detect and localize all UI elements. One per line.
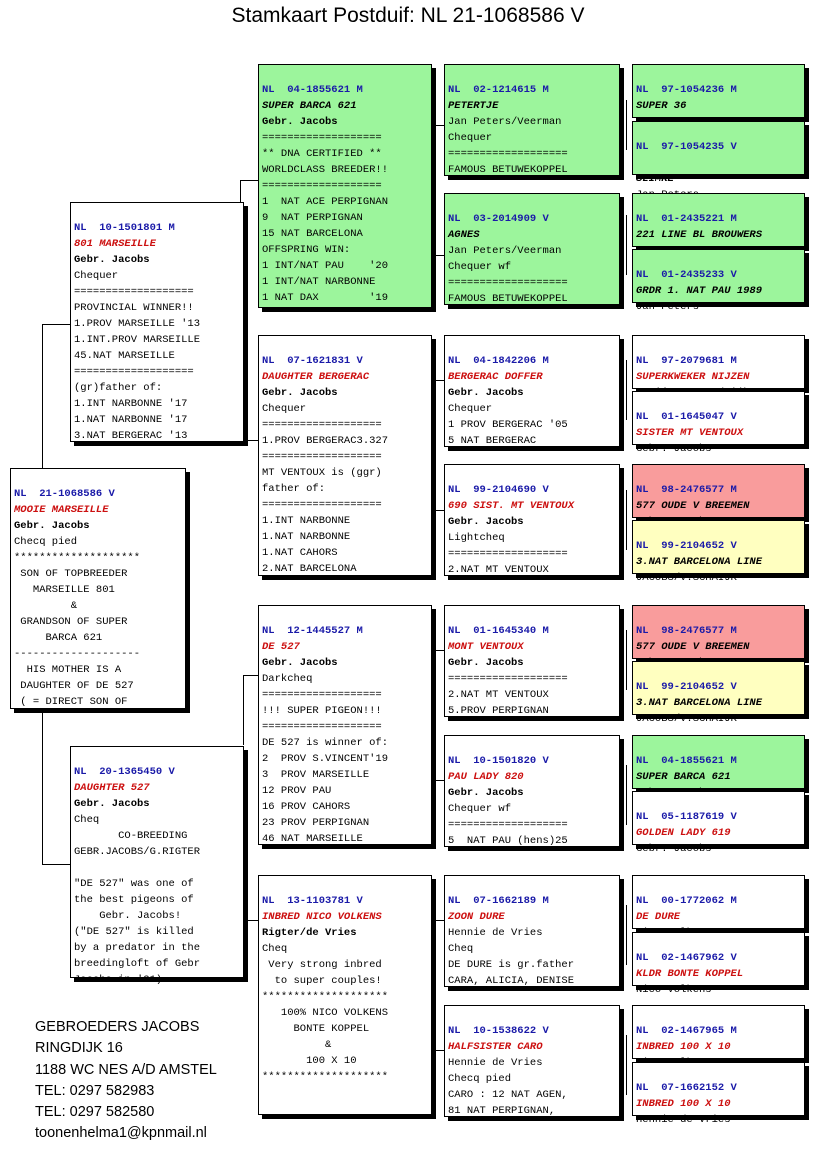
connector-line: [243, 675, 244, 745]
pigeon-name: 577 OUDE V BREEMEN: [636, 500, 750, 512]
pigeon-card-g5-12: [632, 791, 805, 855]
connector-line: [626, 1035, 627, 1095]
pigeon-notes: DE DURE is gr.father CARA, ALICIA, DENISE: [448, 959, 575, 987]
ring-number: NL 20-1365450 V: [74, 766, 175, 778]
connector-line: [432, 125, 444, 126]
pigeon-card-g5-11: [632, 735, 805, 789]
pigeon-notes: Very strong inbred to super couples! ******************** 100% NICO VOLKENS BONTE KOPPEL & 100 X 10 ********************: [262, 959, 389, 1083]
pigeon-card-mm: [258, 875, 432, 1115]
address-line: toonenhelma1@kpnmail.nl: [35, 1125, 207, 1142]
ring-number: NL 98-2476577 M: [636, 625, 737, 637]
ring-number: NL 10-1538622 V: [448, 1025, 549, 1037]
pigeon-card-g5-2: [632, 121, 805, 185]
pigeon-name: SLIMKE: [636, 173, 674, 185]
connector-line: [42, 864, 70, 865]
pigeon-notes: =================== 1.PROV BERGERAC3.327 =================== MT VENTOUX is (ggr) father of: =================== 1.INT NARBONNE 1.NAT NARBONNE 1.NAT CAHORS 2.NAT BARCELONA: [262, 419, 389, 575]
pigeon-name: DAUGHTER BERGERAC: [262, 371, 370, 383]
pigeon-card-father: [70, 202, 244, 442]
pigeon-owner: Gebr. Jacobs: [74, 798, 150, 810]
address-line: TEL: 0297 582983: [35, 1082, 155, 1099]
pigeon-card-g5-10: [632, 661, 805, 725]
pigeon-name: SUPER BARCA 621: [262, 100, 357, 112]
connector-line: [432, 1050, 444, 1051]
pigeon-owner: Gebr. Jacobs: [448, 387, 524, 399]
connector-line: [432, 125, 433, 255]
ring-number: NL 04-1855621 M: [262, 84, 363, 96]
ring-number: NL 00-1772062 M: [636, 895, 737, 907]
connector-line: [432, 650, 433, 780]
pigeon-card-ff: [258, 64, 432, 308]
connector-line: [626, 905, 627, 965]
pigeon-name: 221 LINE BL BROUWERS: [636, 229, 763, 241]
pigeon-name: 3.NAT BARCELONA LINE: [636, 556, 763, 568]
pigeon-name: KLDR BONTE KOPPEL: [636, 968, 744, 980]
connector-line: [243, 920, 258, 921]
pigeon-color: Cheq: [448, 943, 474, 955]
pigeon-card-g5-4: [632, 249, 805, 313]
pigeon-notes: =================== PROVINCIAL WINNER!! 1.PROV MARSEILLE '13 1.INT.PROV MARSEILLE 45.NAT MARSEILLE =================== (gr)father of: 1.INT NARBONNE '17 1.NAT NARBONNE '17 3.NAT BERGERAC '13: [74, 286, 201, 442]
pigeon-name: INBRED NICO VOLKENS: [262, 911, 382, 923]
pigeon-color: Chequer: [448, 403, 493, 415]
pigeon-color: Chequer wf: [448, 261, 512, 273]
pigeon-card-g5-7: [632, 464, 805, 518]
ring-number: NL 99-2104652 V: [636, 681, 737, 693]
pigeon-card-g5-3: [632, 193, 805, 247]
pigeon-card-g5-14: [632, 932, 805, 996]
pigeon-color: Checq pied: [14, 536, 78, 548]
pigeon-name: PAU LADY 820: [448, 771, 524, 783]
pigeon-card-g5-6: [632, 391, 805, 455]
pigeon-notes: =================== 5 NAT PAU (hens)25: [448, 819, 568, 847]
ring-number: NL 97-2079681 M: [636, 355, 737, 367]
ring-number: NL 01-2435233 V: [636, 269, 737, 281]
pigeon-owner: Gebr. Jacobs: [448, 516, 524, 528]
connector-line: [626, 765, 627, 825]
pigeon-name: PETERTJE: [448, 100, 499, 112]
pigeon-color: Chequer: [262, 403, 307, 415]
ring-number: NL 97-1054236 M: [636, 84, 737, 96]
ring-number: NL 10-1501801 M: [74, 222, 175, 234]
pigeon-name: MONT VENTOUX: [448, 641, 524, 653]
connector-line: [626, 630, 627, 690]
pigeon-name: MOOIE MARSEILLE: [14, 504, 109, 516]
pigeon-name: DE 527: [262, 641, 300, 653]
pigeon-owner: Nico Volkens: [636, 984, 712, 996]
pigeon-notes: ******************** SON OF TOPBREEDER MARSEILLE 801 & GRANDSON OF SUPER BARCA 621 -------------------- HIS MOTHER IS A DAUGHTER OF DE 527 ( = DIRECT SON OF: [14, 552, 141, 708]
pigeon-name: 801 MARSEILLE: [74, 238, 156, 250]
pigeon-card-subject: [10, 468, 186, 709]
pigeon-notes: =================== !!! SUPER PIGEON!!! =================== DE 527 is winner of: 2 PROV S.VINCENT'19 3 PROV MARSEILLE 12 PROV PAU 16 PROV CAHORS 23 PROV PERPIGNAN 46 NAT MARSEILLE: [262, 689, 389, 845]
pigeon-name: 690 SIST. MT VENTOUX: [448, 500, 575, 512]
pigeon-card-g5-15: [632, 1005, 805, 1059]
pigeon-name: DE DURE: [636, 911, 681, 923]
pigeon-card-g5-5: [632, 335, 805, 389]
connector-line: [626, 360, 627, 420]
pigeon-card-mfm: [444, 735, 620, 847]
pigeon-color: Cheq: [74, 814, 100, 826]
connector-line: [432, 920, 433, 1050]
ring-number: NL 12-1445527 M: [262, 625, 363, 637]
pigeon-owner: Hennie de Vries: [448, 927, 543, 939]
pigeon-owner: Jan Peters/Veerman: [448, 116, 562, 128]
pigeon-owner: Gebr. Jacobs: [448, 657, 524, 669]
pigeon-owner: Jan Peters/Veerman: [448, 245, 562, 257]
pigeon-card-fm: [258, 335, 432, 576]
pigeon-name: 3.NAT BARCELONA LINE: [636, 697, 763, 709]
ring-number: NL 01-2435221 M: [636, 213, 737, 225]
ring-number: NL 02-1467965 M: [636, 1025, 737, 1037]
connector-line: [626, 215, 627, 275]
pigeon-name: SUPER 36: [636, 100, 687, 112]
pigeon-card-g5-16: [632, 1062, 805, 1126]
pigeon-card-g5-1: [632, 64, 805, 118]
pigeon-name: SUPER BARCA 621: [636, 771, 731, 783]
connector-line: [626, 100, 627, 150]
connector-line: [432, 255, 444, 256]
pigeon-notes: =================== 2.NAT MT VENTOUX 5.PROV PERPIGNAN: [448, 673, 568, 717]
ring-number: NL 01-1645340 M: [448, 625, 549, 637]
connector-line: [432, 650, 444, 651]
pigeon-color: Lightcheq: [448, 532, 505, 544]
breeder-address: [35, 1017, 217, 1145]
pigeon-color: Checq pied: [448, 1073, 512, 1085]
pigeon-name: INBRED 100 X 10: [636, 1098, 731, 1110]
pigeon-owner: Gebr. Jacobs: [74, 254, 150, 266]
pigeon-color: Chequer: [448, 132, 493, 144]
pigeon-card-mf: [258, 605, 432, 845]
pigeon-card-g5-8: [632, 520, 805, 584]
connector-line: [432, 780, 444, 781]
page-title: Stamkaart Postduif: NL 21-1068586 V: [231, 4, 585, 27]
pigeon-card-ffm: [444, 193, 620, 305]
pigeon-owner: JACOBS/V.SCHAIJK: [636, 572, 737, 584]
ring-number: NL 99-2104652 V: [636, 540, 737, 552]
address-line: GEBROEDERS JACOBS: [35, 1019, 200, 1035]
pigeon-owner: Gebr. Jacobs: [636, 843, 712, 855]
pigeon-owner: Rigter/de Vries: [262, 927, 357, 939]
connector-line: [246, 440, 258, 441]
pigeon-color: Cheq: [262, 943, 288, 955]
pigeon-card-mmf: [444, 875, 620, 987]
pigeon-name: AGNES: [448, 229, 480, 241]
ring-number: NL 05-1187619 V: [636, 811, 737, 823]
pigeon-owner: Gebr. Jacobs: [636, 443, 712, 455]
ring-number: NL 03-2014909 V: [448, 213, 549, 225]
pigeon-owner: Jan Peters: [636, 301, 700, 313]
pigeon-owner: Gebr. Jacobs: [262, 116, 338, 128]
connector-line: [432, 510, 444, 511]
pigeon-card-fmf: [444, 335, 620, 447]
pigeon-owner: Gebr. Jacobs: [14, 520, 90, 532]
pigeon-card-g5-13: [632, 875, 805, 929]
pigeon-card-fff: [444, 64, 620, 176]
pigeon-name: GRDR 1. NAT PAU 1989: [636, 285, 763, 297]
connector-line: [42, 324, 43, 469]
pigeon-card-mmm: [444, 1005, 620, 1117]
pigeon-name: 577 OUDE V BREEMEN: [636, 641, 750, 653]
ring-number: NL 21-1068586 V: [14, 488, 115, 500]
pigeon-card-mff: [444, 605, 620, 717]
pigeon-owner: JACOBS/V.SCHAIJK: [636, 713, 737, 725]
pigeon-color: Chequer wf: [448, 803, 512, 815]
connector-line: [432, 380, 444, 381]
pigeon-card-mother: [70, 746, 244, 986]
ring-number: NL 13-1103781 V: [262, 895, 363, 907]
address-line: TEL: 0297 582580: [35, 1104, 155, 1121]
connector-line: [42, 324, 70, 325]
ring-number: NL 07-1662152 V: [636, 1082, 737, 1094]
pigeon-color: Darkcheq: [262, 673, 313, 685]
address-line: RINGDIJK 16: [35, 1040, 123, 1057]
pigeon-owner: Hennie de Vries: [448, 1057, 543, 1069]
ring-number: NL 10-1501820 V: [448, 755, 549, 767]
ring-number: NL 97-1054235 V: [636, 141, 737, 153]
ring-number: NL 04-1855621 M: [636, 755, 737, 767]
pigeon-color: Chequer: [74, 270, 119, 282]
pigeon-notes: CARO : 12 NAT AGEN, 81 NAT PERPIGNAN,: [448, 1089, 568, 1117]
connector-line: [243, 675, 258, 676]
pigeon-card-fmm: [444, 464, 620, 576]
connector-line: [432, 380, 433, 510]
pigeon-name: DAUGHTER 527: [74, 782, 150, 794]
pigeon-name: ZOON DURE: [448, 911, 505, 923]
pigeon-notes: =================== ** DNA CERTIFIED ** WORLDCLASS BREEDER!! =================== 1 NAT ACE PERPIGNAN 9 NAT PERPIGNAN 15 NAT BARCELONA OFFSPRING WIN: 1 INT/NAT PAU '20 1 INT/NAT NARBONNE 1 NAT DAX '19: [262, 132, 389, 304]
pigeon-notes: =================== FAMOUS BETUWEKOPPEL: [448, 277, 568, 305]
pigeon-name: HALFSISTER CARO: [448, 1041, 543, 1053]
pigeon-notes: CO-BREEDING GEBR.JACOBS/G.RIGTER "DE 527" was one of the best pigeons of Gebr. Jacobs! ("DE 527" is killed by a predator in the breedingloft of Gebr Jacobs in '21): [74, 830, 201, 986]
connector-line: [42, 712, 43, 864]
ring-number: NL 07-1662189 M: [448, 895, 549, 907]
pigeon-name: GOLDEN LADY 619: [636, 827, 731, 839]
address-line: 1188 WC NES A/D AMSTEL: [35, 1061, 217, 1078]
pigeon-notes: =================== 2.NAT MT VENTOUX: [448, 548, 568, 576]
pigeon-notes: =================== FAMOUS BETUWEKOPPEL: [448, 148, 568, 176]
connector-line: [240, 180, 258, 181]
pigeon-name: INBRED 100 X 10: [636, 1041, 731, 1053]
ring-number: NL 01-1645047 V: [636, 411, 737, 423]
pigeon-name: BERGERAC DOFFER: [448, 371, 543, 383]
pigeon-owner: Gebr. Jacobs: [262, 387, 338, 399]
pigeon-notes: 1 PROV BERGERAC '05 5 NAT BERGERAC: [448, 419, 568, 447]
ring-number: NL 04-1842206 M: [448, 355, 549, 367]
pigeon-name: SUPERKWEKER NIJZEN: [636, 371, 750, 383]
connector-line: [432, 920, 444, 921]
ring-number: NL 02-1467962 V: [636, 952, 737, 964]
ring-number: NL 99-2104690 V: [448, 484, 549, 496]
pigeon-card-g5-9: [632, 605, 805, 659]
connector-line: [626, 490, 627, 550]
pigeon-name: SISTER MT VENTOUX: [636, 427, 744, 439]
ring-number: NL 02-1214615 M: [448, 84, 549, 96]
ring-number: NL 98-2476577 M: [636, 484, 737, 496]
pigeon-owner: Gebr. Jacobs: [262, 657, 338, 669]
pigeon-owner: Gebr. Jacobs: [448, 787, 524, 799]
pigeon-owner: Hennie de Vries: [636, 1114, 731, 1126]
ring-number: NL 07-1621831 V: [262, 355, 363, 367]
